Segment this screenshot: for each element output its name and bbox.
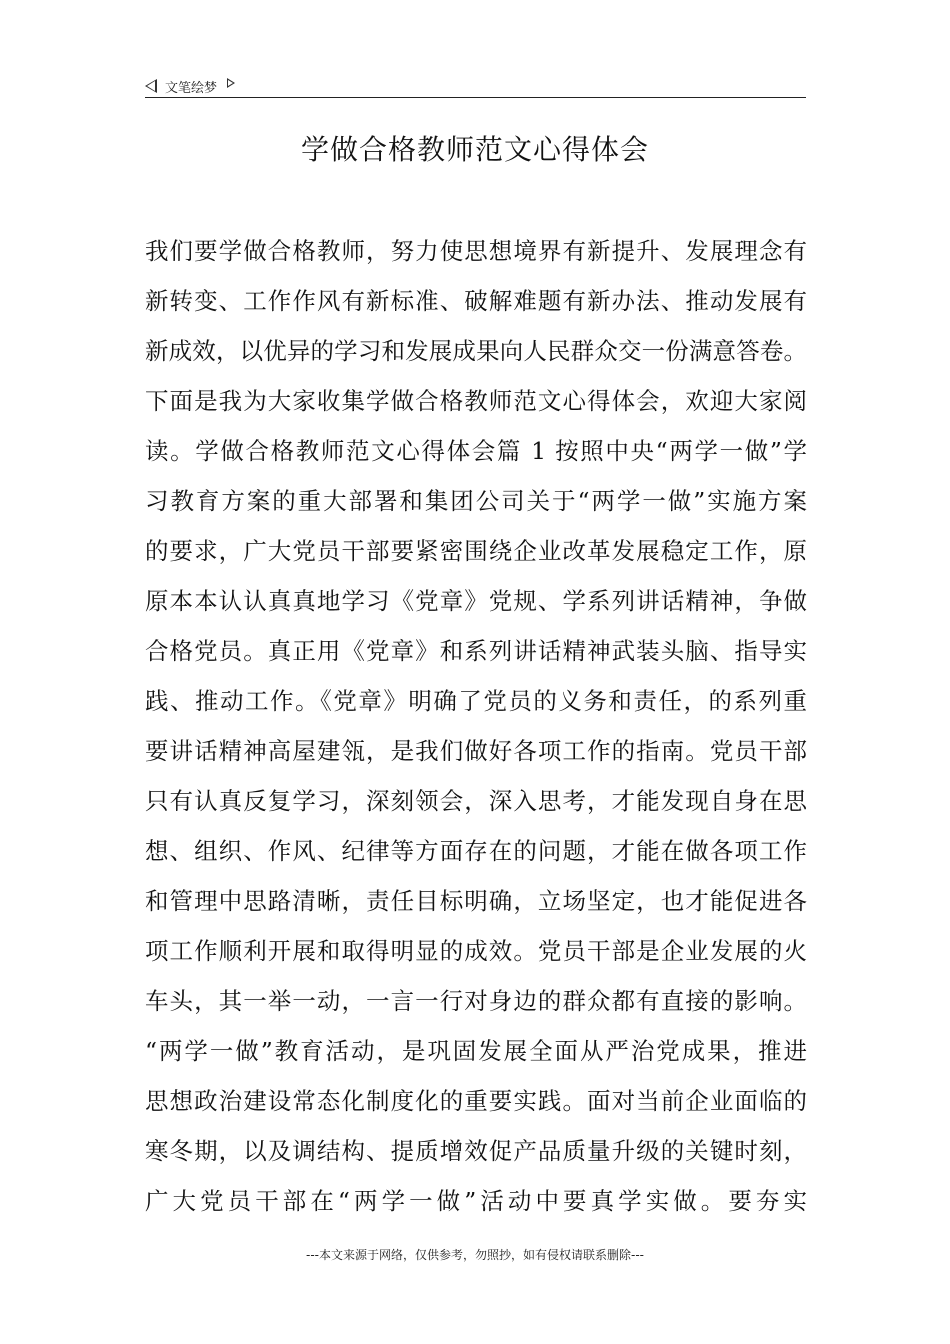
body-line: 新转变、工作作风有新标准、破解难题有新办法、推动发展有 (145, 287, 807, 315)
body-line: 我们要学做合格教师，努力使思想境界有新提升、发展理念有 (145, 237, 807, 265)
left-triangle-icon (145, 79, 157, 93)
document-body (145, 226, 807, 1226)
body-line: 只有认真反复学习，深刻领会，深入思考，才能发现自身在思 (145, 787, 807, 815)
right-triangle-icon (227, 78, 235, 88)
body-line: 下面是我为大家收集学做合格教师范文心得体会，欢迎大家阅 (145, 387, 807, 415)
body-line: 习教育方案的重大部署和集团公司关于“两学一做”实施方案 (145, 487, 807, 515)
source-disclaimer: ---本文来源于网络，仅供参考，勿照抄，如有侵权请联系删除--- (306, 1248, 644, 1262)
document-title: 学做合格教师范文心得体会 (300, 133, 649, 166)
body-line: 原本本认认真真地学习《党章》党规、学系列讲话精神，争做 (145, 587, 807, 615)
body-line: “两学一做”教育活动，是巩固发展全面从严治党成果，推进 (145, 1037, 807, 1065)
body-line: 寒冬期，以及调结构、提质增效促产品质量升级的关键时刻， (145, 1137, 807, 1165)
body-line: 读。学做合格教师范文心得体会篇 1 按照中央“两学一做”学 (145, 437, 807, 465)
body-line: 车头，其一举一动，一言一行对身边的群众都有直接的影响。 (145, 987, 807, 1015)
body-line: 合格党员。真正用《党章》和系列讲话精神武装头脑、指导实 (145, 637, 807, 665)
brand-name: 文笔绘梦 (165, 80, 218, 96)
body-line: 和管理中思路清晰，责任目标明确，立场坚定，也才能促进各 (145, 887, 807, 915)
header-divider (145, 97, 806, 98)
body-line: 要讲话精神高屋建瓴，是我们做好各项工作的指南。党员干部 (145, 737, 807, 765)
body-line: 的要求，广大党员干部要紧密围绕企业改革发展稳定工作，原 (145, 537, 807, 565)
body-line: 践、推动工作。《党章》明确了党员的义务和责任，的系列重 (145, 687, 807, 715)
body-line: 思想政治建设常态化制度化的重要实践。面对当前企业面临的 (145, 1087, 807, 1115)
page-header (145, 74, 805, 98)
body-line: 新成效，以优异的学习和发展成果向人民群众交一份满意答卷。 (145, 337, 807, 365)
body-line: 想、组织、作风、纪律等方面存在的问题，才能在做各项工作 (145, 837, 807, 865)
body-line: 项工作顺利开展和取得明显的成效。党员干部是企业发展的火 (145, 937, 807, 965)
body-line: 广大党员干部在“两学一做”活动中要真学实做。要夯实 (145, 1187, 807, 1215)
